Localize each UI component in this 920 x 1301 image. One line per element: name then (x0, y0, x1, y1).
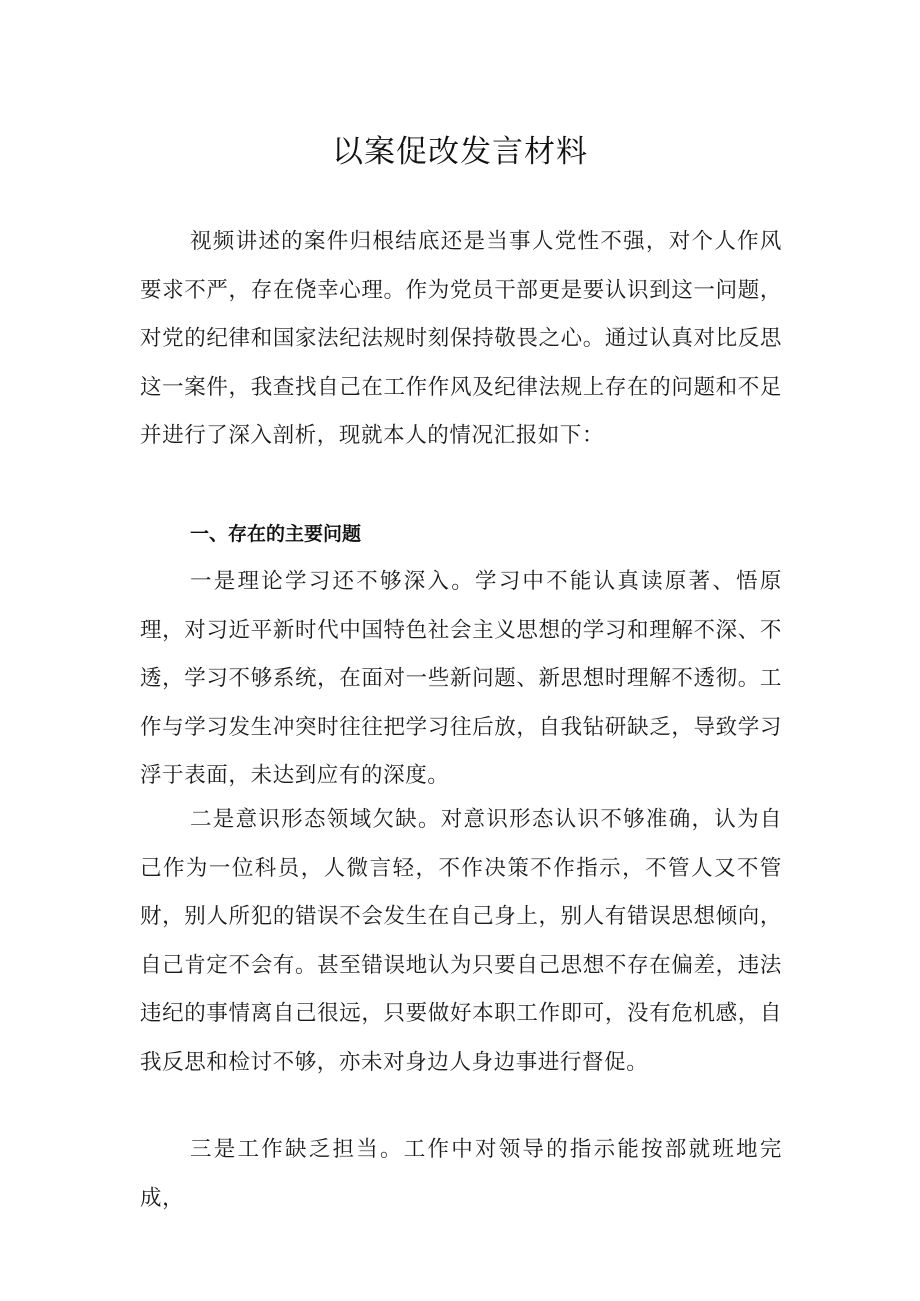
problem-one-paragraph: 一是理论学习还不够深入。学习中不能认真读原著、悟原理，对习近平新时代中国特色社会主义思想的学习和理解不深、不透，学习不够系统，在面对一些新问题、新思想时理解不透彻。工作与学习发生冲突时往往把学习往后放，自我钻研缺乏，导致学习浮于表面，未达到应有的深度。 (140, 569, 782, 788)
intro-paragraph: 视频讲述的案件归根结底还是当事人党性不强，对个人作风要求不严，存在侥幸心理。作为党员干部更是要认识到这一问题，对党的纪律和国家法纪法规时刻保持敬畏之心。通过认真对比反思这一案件，我查找自己在工作作风及纪律法规上存在的问题和不足并进行了深入剖析，现就本人的情况汇报如下： (140, 229, 782, 448)
document-title: 以案促改发言材料 (332, 134, 588, 170)
problem-three-paragraph: 三是工作缺乏担当。工作中对领导的指示能按部就班地完成， (140, 1137, 782, 1211)
problem-two-paragraph: 二是意识形态领域欠缺。对意识形态认识不够准确，认为自己作为一位科员，人微言轻，不作决策不作指示，不管人又不管财，别人所犯的错误不会发生在自己身上，别人有错误思想倾向，自己肯定不会有。甚至错误地认为只要自己思想不存在偏差，违法违纪的事情离自己很远，只要做好本职工作即可，没有危机感，自我反思和检讨不够，亦未对身边人身边事进行督促。 (140, 807, 782, 1075)
section-heading: 一、存在的主要问题 (190, 523, 362, 545)
